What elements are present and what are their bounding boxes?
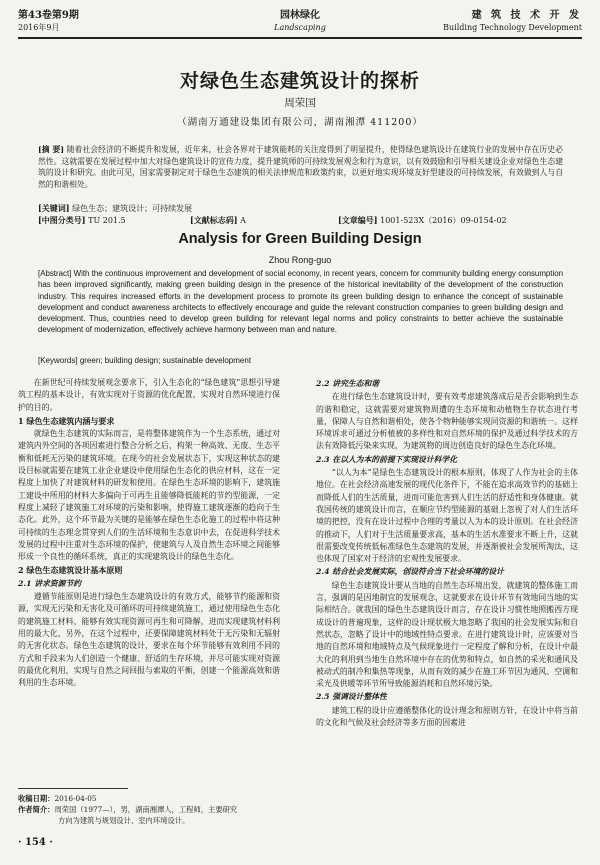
section-heading: 2 绿色生态建筑设计基本原则 xyxy=(18,565,123,576)
abstract-en-label: [Abstract] xyxy=(38,269,72,278)
author-bio-label: 作者简介： xyxy=(18,805,55,814)
keywords-cn-label: [关键词] xyxy=(38,203,70,213)
keywords-cn xyxy=(38,203,192,214)
received-label: 收稿日期： xyxy=(18,794,55,803)
article-title: 对绿色生态建筑设计的探析 xyxy=(179,70,420,92)
abstract-cn-text: 随着社会经济的不断提升和发展，近年来，社会各界对于建筑能耗的关注度得到了明显提升，使得绿色建筑设计在建筑行业的发展中存在历史必然性。这就需要在发展过程中加大对绿色建筑设计的宣传力度，提升建筑师的可持续发展观念和行为意识，以有效鼓励和引导相关建设企业对绿色生态建筑的设计和研究。由此可见，国家需要制定对于绿色生态建筑的相关法律规范和政策约束，以更好地实现环境友好型建设的可持续发展，有效做到人与自然的和谐相处。 xyxy=(38,145,563,189)
body-paragraph: “以人为本”是绿色生态建筑设计的根本原则，体现了人作为社会的主体地位。在社会经济高速发展的现代化条件下，不能在追求高效节约的基础上而降低人们的生活质量，进而可能危害到人们生活的舒适性和身体健康。就我国传统的建筑设计而言，在顺应节约型能源的基础上忽视了对人们生活环境的把控，没有在设计过程中合理的考量以人为本的设计原则。在社会经济的推动下，人们对于生活质量要求高，基本的生活水准要求不断上升，这就很需要改变传统低标准绿色生态建筑的发展，并逐渐被社会发展所淘汰，这也体现了国家对于经济的宏观性发展要求。 xyxy=(316,468,578,564)
footnote xyxy=(18,793,288,826)
received-date: 2016-04-05 xyxy=(54,794,97,803)
body-paragraph: 绿色生态建筑设计要从当地的自然生态环境出发，就建筑的整体施工而言，强调的是因地制宜的发展观念，这就要求在设计环节有效地同当地的实际相结合。就我国的绿色生态建筑设计而言，存在设计习惯性地照搬西方现成设计的普遍现象，这样的设计现状极大地忽略了我国的社会发展实际和自然状态，忽略了设计中的地域性特点要求。在进行建筑设计时，应该要对当地的自然环境和地域特点及气候现象进行一定程度了解和分析，在设计中最大化的利用到当地生自然环境中存在的优势和特点，如自然的采光和通风及被动式的制冷和集热等现象，从而有效的减少在施工环节因为通风、空调和采光及供暖等环节所导致能源消耗和自然环境污染。 xyxy=(316,580,578,689)
section-heading: 2.2 讲究生态和谐 xyxy=(316,379,380,388)
abstract-en-text: With the continuous improvement and development of social economy, in recent years, concern for community building energy consumption has been improved significantly, making green building design in the presence of the historical inevitability of the development of the construction industry. This requires increased efforts in the development process to promote its green building design to enhance the concept of sustainable development and conduct awareness architects to effectively encourage and guide the relevant construction companies to green building design and development. Thus, countries need to develop green building for relevant legal norms and policy constraints to better achieve the sustainable development of modernization, effectively achieve harmony between man and nature. xyxy=(38,269,563,335)
header-journal xyxy=(443,10,582,34)
section-heading: 1 绿色生态建筑内涵与要求 xyxy=(18,415,115,426)
header-rule xyxy=(18,37,582,39)
header-volume-info xyxy=(18,10,79,34)
journal-cn: 建 筑 技 术 开 发 xyxy=(471,10,582,21)
doc-label: [文献标志码] xyxy=(190,215,238,225)
keywords-en xyxy=(38,356,251,365)
body-paragraph: 遵循节能原则是进行绿色生态建筑设计的有效方式，能够节约能源和资源，实现无污染和无害化及可循环的可持续建筑施工，通过使用绿色生态化的建筑施工材料，能够有效实现资源可再生和可降解，进而实现建筑材料利用的最大化，另外，在这个过程中，还要保障建筑材料处于无污染和无辐射的无害化状态。绿色生态建筑的设计，要求在每个环节能够有效利用不同的方式和手段来为人们创造一个健康、舒适的生存环境，并尽可能实现对资源的最优化利用，实现与自然之间回报与索取的平衡，创建一个能源高效和谐利用的生态环境。 xyxy=(18,592,280,688)
header-section xyxy=(250,10,350,34)
keywords-en-text: green; building design; sustainable development xyxy=(79,356,252,365)
body-paragraph: 建筑工程的设计应遵循整体化的设计理念和原则方针，在设计中将当前的文化和气候及社会经济等多方面的因素进 xyxy=(316,705,578,728)
body-column-left xyxy=(18,377,280,689)
body-column-right xyxy=(316,377,578,729)
section-heading: 2.5 强调设计整体性 xyxy=(316,692,387,702)
keywords-en-label: [Keywords] xyxy=(38,356,78,365)
received-line xyxy=(18,793,288,804)
issue-date: 2016年9月 xyxy=(18,23,60,32)
doc-field xyxy=(190,215,246,226)
section-en: Landscaping xyxy=(274,23,326,32)
doc-value: A xyxy=(240,216,246,225)
clc-value: TU 201.5 xyxy=(88,216,126,225)
clc-field xyxy=(38,215,126,226)
volume-issue: 第43卷第9期 xyxy=(18,10,79,21)
author-affiliation: （湖南万通建设集团有限公司，湖南湘潭 411200） xyxy=(177,117,423,128)
section-cn: 园林绿化 xyxy=(280,10,320,21)
author-name-en: Zhou Rong-guo xyxy=(268,255,332,265)
journal-en: Building Technology Development xyxy=(443,23,582,32)
page-number: · 154 · xyxy=(18,837,53,848)
clc-label: [中图分类号] xyxy=(38,215,86,225)
abstract-cn-label: [摘 要] xyxy=(38,145,65,154)
article-title-en: Analysis for Green Building Design xyxy=(178,231,422,247)
abstract-cn xyxy=(38,144,563,190)
keywords-cn-text: 绿色生态；建筑设计；可持续发展 xyxy=(72,204,193,213)
author-bio-text-1: 周荣国（1977—），男，湖南湘潭人，工程师，主要研究 xyxy=(54,805,238,814)
author-bio-line-2: 方向为建筑与规划设计、室内环境设计。 xyxy=(58,816,190,825)
section-heading: 2.4 结合社会发展实际，创设符合当下社会环境的设计 xyxy=(316,567,504,577)
author-name: 周荣国 xyxy=(284,97,316,109)
footnote-rule xyxy=(18,788,128,789)
body-paragraph: 在进行绿色生态建筑设计时，要有效考虑建筑落成后是否会影响到生态的谐和稳定，这就需要对建筑物周遭的生态环境和动植物生存状态进行考量，保障人与自然和谐相处，使各个物种能够实现同资源的和谐统一。这样环境诉求可通过分析植被的多样性和对自然环境的保护及通过科学技术的方法有效降低污染来实现，为建筑物的周边创造良好的绿色生态化环境。 xyxy=(316,392,578,451)
author-bio-line xyxy=(18,804,288,815)
body-paragraph: 在新世纪可持续发展观念要求下，引入生态化的“绿色建筑”思想引导建筑工程的基本设计，有效实现对于资源的优化配置，实现对自然环境进行保护的目的。 xyxy=(18,378,280,412)
abstract-en xyxy=(38,268,563,336)
section-heading: 2.1 讲求资源节约 xyxy=(18,578,82,588)
section-heading: 2.3 在以人为本的前提下实现设计科学化 xyxy=(316,454,458,464)
article-number-field xyxy=(338,215,507,226)
body-paragraph: 就绿色生态建筑的实际而言，是将整体建筑作为一个生态系统，通过对建筑内外空间的各项因素进行整合分析之后，构架一种高效、无废、生态平衡和低耗无污染的建筑环境。在现今的社会发展状态下，实现这种状态的建设目标就需要在建筑工业企业建设中使用绿色生态化的供应材料，这在一定程度上加快了对建筑材料的研发和使用。在绿色生态环境的影响下，建筑施工建设中所用的材料大多偏向于可再生且能够降低能耗的节约型能源，一定程度上减轻了建筑施工对环境的污染和影响，使得施工建筑逐渐的趋向于生态化。此外，这个环节最为关键的是能够在绿色生态化施工的过程中将这种可持续的生态理念贯穿到人们的生活环境和生态意识中去，在促进科学技术发展的过程中注重对生态环境的保护，使建筑与人及自然生态环境之间能够形成一个良性的循环系统，真正的实现建筑设计的绿色生态化。 xyxy=(18,429,280,562)
art-value: 1001-523X（2016）09-0154-02 xyxy=(380,216,507,225)
art-label: [文章编号] xyxy=(338,215,378,225)
